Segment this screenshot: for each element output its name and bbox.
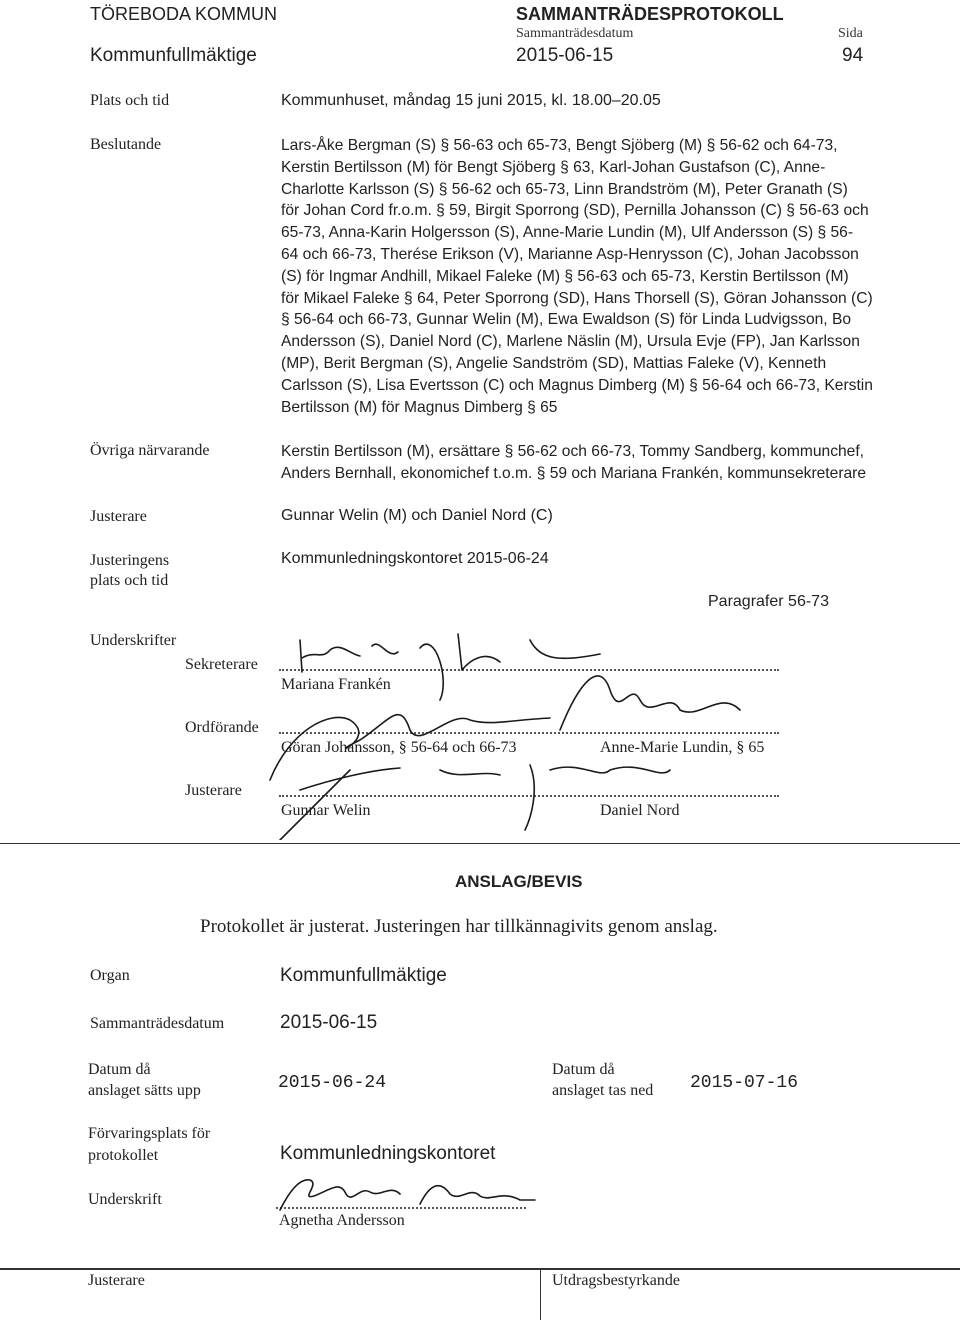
text-line: Andersson (S), Daniel Nord (C), Marlene Näslin (M), Ursula Evje (FP), Jan Karlsson	[281, 333, 860, 351]
adjuster-name-2: Daniel Nord	[600, 802, 680, 819]
section-divider	[0, 843, 960, 844]
deciding-members	[281, 135, 946, 418]
signature-label: Underskrift	[88, 1191, 162, 1208]
text-line: 65-73, Anna-Karin Holgersson (S), Anne-Marie Lundin (M), Ulf Andersson (S) § 56-	[281, 224, 854, 242]
handwritten-signatures	[260, 620, 800, 840]
label-line: Förvaringsplats för	[88, 1125, 211, 1142]
notice-statement: Protokollet är justerat. Justeringen har tillkännagivits genom anslag.	[200, 916, 718, 937]
place-label: Plats och tid	[90, 92, 170, 109]
storage-label	[88, 1123, 210, 1167]
secretary-signature	[300, 634, 600, 700]
text-line: Lars-Åke Bergman (S) § 56-63 och 65-73, Bengt Sjöberg (M) § 56-62 och 64-73,	[281, 137, 838, 154]
chair-name: Göran Johansson, § 56-64 och 66-73	[281, 739, 517, 756]
text-line: Kerstin Bertilsson (M), ersättare § 56-62 och 66-73, Tommy Sandberg, kommunchef,	[281, 443, 865, 460]
others-label: Övriga närvarande	[90, 442, 210, 459]
adjusters-value: Gunnar Welin (M) och Daniel Nord (C)	[281, 507, 553, 524]
text-line: Bertilsson (M) för Magnus Dimberg § 65	[281, 398, 558, 416]
secretary-label: Sekreterare	[185, 656, 258, 673]
paragraphs: Paragrafer 56-73	[708, 593, 829, 610]
label-line: Datum då	[552, 1061, 615, 1078]
text-line: Charlotte Karlsson (S) § 56-62 och 65-73, Linn Brandström (M), Peter Granath (S)	[281, 180, 848, 198]
text-line: Carlsson (S), Lisa Evertsson (C) och Magnus Dimberg (M) § 56-64 och 66-73, Kerstin	[281, 376, 873, 394]
notice-date-value: 2015-06-15	[280, 1012, 378, 1033]
label-line: Justeringens	[90, 552, 170, 569]
text-line: § 56-64 och 66-73, Gunnar Welin (M), Ewa Ewaldson (S) för Linda Ludvigsson, Bo	[281, 311, 852, 329]
organ-value: Kommunfullmäktige	[280, 965, 447, 986]
signature-name: Agnetha Andersson	[279, 1212, 405, 1229]
notice-signature	[270, 1170, 550, 1215]
adjusters-label: Justerare	[90, 508, 147, 525]
chair-signature	[270, 676, 740, 780]
place-value: Kommunhuset, måndag 15 juni 2015, kl. 18.00–20.05	[281, 92, 661, 109]
municipality-name: TÖREBODA KOMMUN	[90, 4, 278, 24]
text-line: (S) för Ingmar Andhill, Mikael Faleke (M) § 56-63 och 65-73, Kerstin Bertilsson (M)	[281, 267, 849, 285]
label-line: plats och tid	[90, 572, 169, 589]
label-line: anslaget tas ned	[552, 1082, 654, 1099]
label-line: protokollet	[88, 1147, 159, 1164]
deciding-label: Beslutande	[90, 136, 162, 153]
secretary-name: Mariana Frankén	[281, 676, 391, 693]
label-line: Datum då	[88, 1061, 151, 1078]
others-present	[281, 441, 946, 485]
adjuster-signature	[280, 765, 670, 840]
notice-heading: ANSLAG/BEVIS	[455, 872, 583, 891]
removal-date-value: 2015-07-16	[690, 1073, 799, 1093]
adjustment-place-value: Kommunledningskontoret 2015-06-24	[281, 550, 549, 567]
posted-date-value: 2015-06-24	[278, 1073, 387, 1093]
notice-date-label: Sammanträdesdatum	[90, 1015, 225, 1032]
chair-name-alt: Anne-Marie Lundin, § 65	[600, 739, 765, 756]
organ-label: Organ	[90, 967, 130, 984]
page-label: Sida	[838, 26, 863, 41]
adjuster-name-1: Gunnar Welin	[281, 802, 371, 819]
removal-date-label	[552, 1059, 653, 1101]
footer-adjusters: Justerare	[88, 1272, 145, 1289]
posted-date-label	[88, 1059, 201, 1101]
signatures-heading: Underskrifter	[90, 632, 177, 649]
footer-divider	[540, 1268, 541, 1320]
meeting-date: 2015-06-15	[516, 45, 614, 66]
text-line: (MP), Berit Bergman (S), Angelie Sandström (SD), Mattias Faleke (V), Kenneth	[281, 354, 827, 372]
document-title: SAMMANTRÄDESPROTOKOLL	[516, 4, 784, 24]
chair-label: Ordförande	[185, 719, 259, 736]
text-line: för Mikael Faleke § 64, Peter Sporrong (SD), Hans Thorsell (S), Göran Johansson (C)	[281, 289, 873, 307]
assembly-name: Kommunfullmäktige	[90, 45, 257, 66]
adjustment-place-label	[90, 551, 169, 591]
label-line: anslaget sätts upp	[88, 1082, 201, 1099]
text-line: 64 och 66-73, Therése Erikson (V), Marianne Asp-Henrysson (C), Johan Jacobsson	[281, 245, 859, 263]
footer-certification: Utdragsbestyrkande	[552, 1272, 680, 1289]
storage-value: Kommunledningskontoret	[280, 1143, 496, 1164]
text-line: Kerstin Bertilsson (M) för Bengt Sjöberg § 63, Karl-Johan Gustafson (C), Anne-	[281, 158, 826, 176]
text-line: Anders Bernhall, ekonomichef t.o.m. § 59 och Mariana Frankén, kommunsekreterare	[281, 464, 867, 482]
footer-rule	[0, 1268, 960, 1270]
date-label: Sammanträdesdatum	[516, 26, 634, 41]
adjuster-label: Justerare	[185, 782, 242, 799]
text-line: för Johan Cord fr.o.m. § 59, Birgit Sporrong (SD), Pernilla Johansson (C) § 56-63 och	[281, 202, 869, 220]
page-number: 94	[842, 45, 864, 66]
